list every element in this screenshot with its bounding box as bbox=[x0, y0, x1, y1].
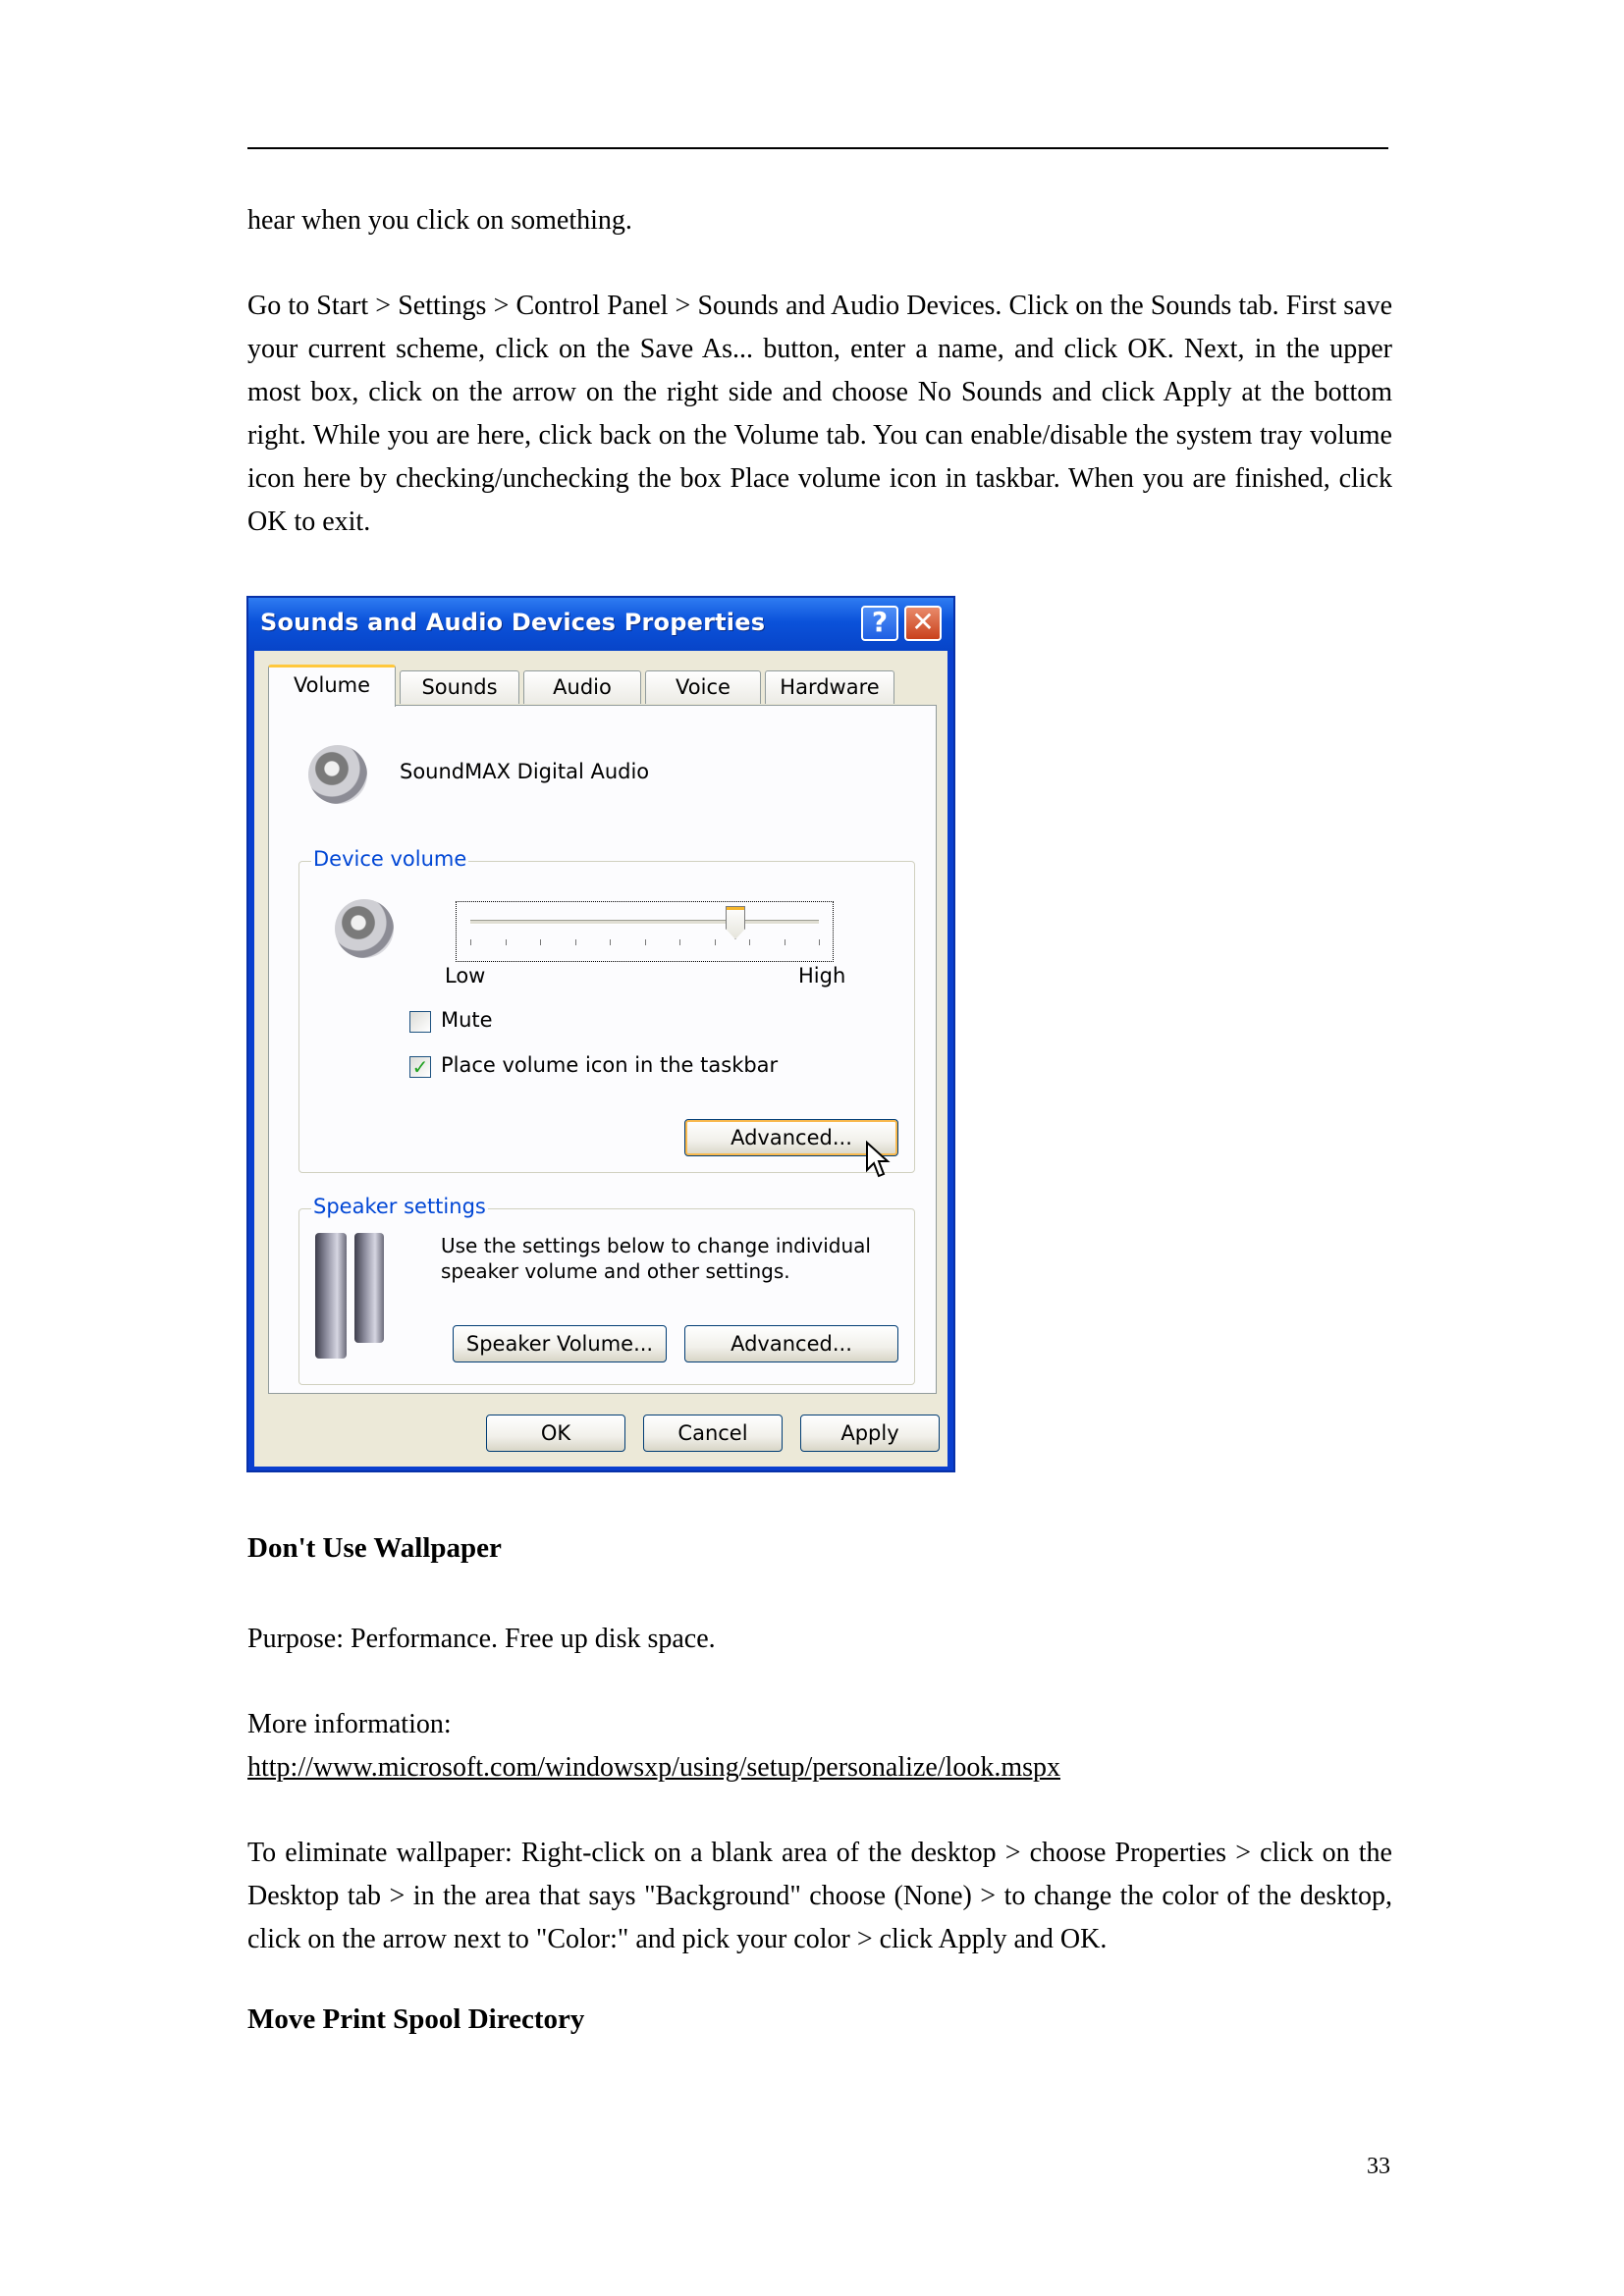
paragraph-continuation: hear when you click on something. bbox=[247, 205, 632, 236]
volume-slider[interactable] bbox=[456, 901, 834, 962]
dialog-client-area bbox=[254, 651, 947, 1467]
device-volume-group bbox=[298, 847, 915, 1173]
dialog-title: Sounds and Audio Devices Properties bbox=[260, 609, 766, 636]
tab-audio[interactable]: Audio bbox=[523, 670, 641, 704]
speaker-volume-button[interactable]: Speaker Volume... bbox=[453, 1325, 667, 1362]
volume-speaker-icon bbox=[335, 899, 394, 958]
slider-tick bbox=[715, 939, 716, 945]
speaker-settings-label: Speaker settings bbox=[313, 1195, 486, 1218]
slider-tick bbox=[749, 939, 750, 945]
more-info-label: More information: bbox=[247, 1709, 452, 1739]
more-info-paragraph bbox=[247, 1746, 1392, 1789]
speakers-icon bbox=[315, 1233, 386, 1361]
speaker-settings-group bbox=[298, 1195, 915, 1385]
purpose-text: Purpose: Performance. Free up disk space. bbox=[247, 1624, 716, 1654]
slider-track bbox=[470, 920, 819, 925]
slider-tick bbox=[506, 939, 507, 945]
page-number: 33 bbox=[1367, 2154, 1390, 2179]
device-name: SoundMAX Digital Audio bbox=[400, 760, 650, 783]
tab-volume[interactable]: Volume bbox=[268, 665, 396, 707]
heading-wallpaper: Don't Use Wallpaper bbox=[247, 1532, 502, 1564]
cancel-button[interactable]: Cancel bbox=[643, 1415, 783, 1452]
tab-voice[interactable]: Voice bbox=[645, 670, 761, 704]
slider-thumb[interactable] bbox=[726, 906, 745, 939]
dialog-title-bar bbox=[248, 598, 953, 651]
tab-sounds[interactable]: Sounds bbox=[400, 670, 519, 704]
volume-high-label: High bbox=[798, 964, 846, 988]
speaker-settings-description: Use the settings below to change individual speaker volume and other settings. bbox=[441, 1234, 871, 1283]
close-icon[interactable]: ✕ bbox=[904, 606, 942, 641]
device-volume-label: Device volume bbox=[313, 847, 467, 871]
slider-tick bbox=[470, 939, 471, 945]
mute-label: Mute bbox=[441, 1008, 493, 1032]
taskbar-icon-label: Place volume icon in the taskbar bbox=[441, 1053, 779, 1077]
advanced-volume-button[interactable]: Advanced... bbox=[684, 1119, 898, 1156]
volume-low-label: Low bbox=[445, 964, 486, 988]
apply-button[interactable]: Apply bbox=[800, 1415, 940, 1452]
speaker-icon bbox=[308, 745, 367, 804]
volume-tab-panel bbox=[268, 705, 937, 1394]
slider-tick bbox=[575, 939, 576, 945]
slider-tick bbox=[645, 939, 646, 945]
heading-print-spool: Move Print Spool Directory bbox=[247, 2003, 585, 2035]
sounds-dialog-screenshot bbox=[246, 596, 955, 1472]
slider-tick bbox=[610, 939, 611, 945]
header-rule bbox=[247, 147, 1388, 149]
mute-checkbox[interactable] bbox=[409, 1011, 431, 1033]
taskbar-icon-checkbox[interactable]: ✓ bbox=[409, 1056, 431, 1078]
paragraph-wallpaper-steps: To eliminate wallpaper: Right-click on a blank area of the desktop > choose Properties > click on the Desktop tab > in the area that says "Background" choose (None) > to change the color of the desktop, click on the arrow next to "Color:" and pick your color > click Apply and OK. bbox=[247, 1838, 1392, 1954]
more-info-link[interactable]: http://www.microsoft.com/windowsxp/using/setup/personalize/look.mspx bbox=[247, 1752, 1060, 1783]
help-icon[interactable]: ? bbox=[861, 606, 898, 641]
slider-tick bbox=[819, 939, 820, 945]
tab-hardware[interactable]: Hardware bbox=[765, 670, 894, 704]
advanced-speaker-button[interactable]: Advanced... bbox=[684, 1325, 898, 1362]
ok-button[interactable]: OK bbox=[486, 1415, 625, 1452]
slider-tick bbox=[540, 939, 541, 945]
slider-tick bbox=[679, 939, 680, 945]
mouse-cursor-icon bbox=[865, 1141, 891, 1180]
paragraph-instructions: Go to Start > Settings > Control Panel > Sounds and Audio Devices. Click on the Sounds tab. First save your current scheme, click on the Save As... button, enter a name, and click OK. Next, in the upper most box, click on the arrow on the right side and choose No Sounds and click Apply at the bottom right. While you are here, click back on the Volume tab. You can enable/disable the system tray volume icon here by checking/unchecking the box Place volume icon in taskbar. When you are finished, click OK to exit. bbox=[247, 291, 1392, 537]
